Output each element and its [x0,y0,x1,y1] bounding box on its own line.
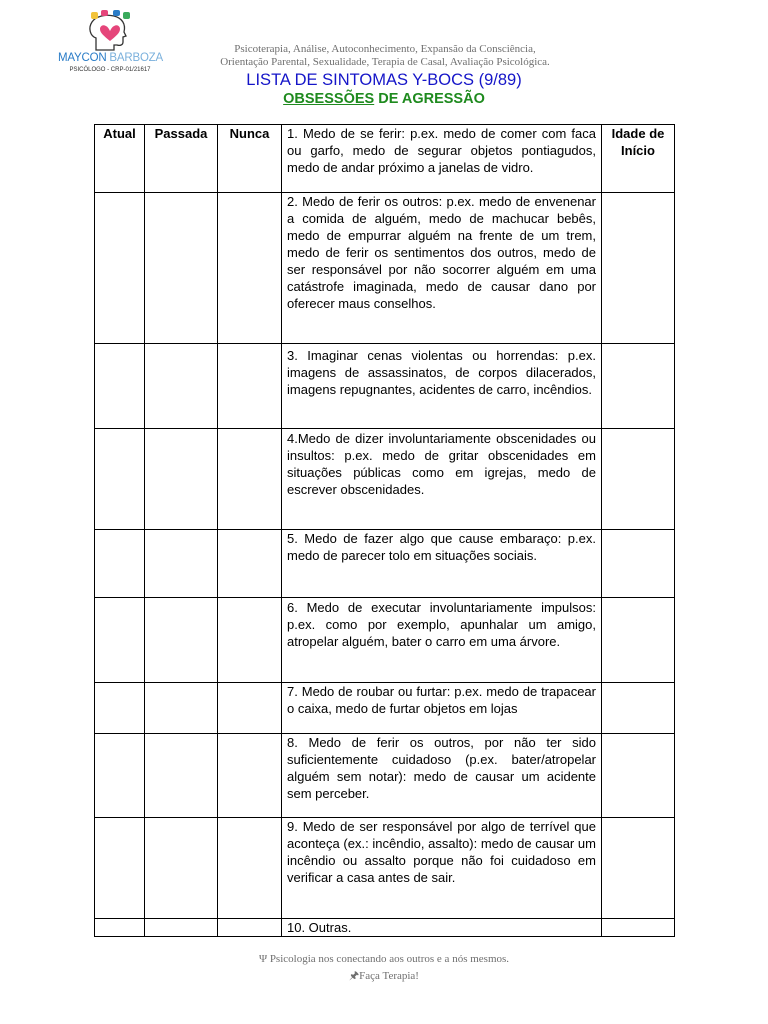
document-subtitle [0,91,768,107]
symptom-description: 6. Medo de executar involuntariamente impulsos: p.ex. como por exemplo, apunhalar um amigo, atropelar alguém, bater o carro em uma árvore. [282,598,602,683]
idade-cell[interactable] [602,344,675,429]
symptom-description: 4.Medo de dizer involuntariamente obscenidades ou insultos: p.ex. medo de gritar obscenidades em situações públicas como em igrejas, medo de escrever obscenidades. [282,429,602,530]
idade-cell[interactable] [602,530,675,598]
table-row [95,598,675,683]
column-header-nunca: Nunca [218,125,282,193]
logo-name-first: MAYCON [58,52,107,64]
atual-cell[interactable] [95,734,145,818]
atual-cell[interactable] [95,530,145,598]
passada-cell[interactable] [145,734,218,818]
column-header-idade: Idade de Início [602,125,675,193]
atual-cell[interactable] [95,919,145,937]
document-title: LISTA DE SINTOMAS Y-BOCS (9/89) [246,71,522,89]
symptom-description: 1. Medo de se ferir: p.ex. medo de comer com faca ou garfo, medo de segurar objetos pontiagudos, medo de andar próximo a janelas de vidro. [282,125,602,193]
column-header-passada: Passada [145,125,218,193]
passada-cell[interactable] [145,344,218,429]
logo-name-last: BARBOZA [109,52,163,64]
idade-cell[interactable] [602,598,675,683]
passada-cell[interactable] [145,598,218,683]
subtitle-rest: DE AGRESSÃO [374,91,485,107]
idade-cell[interactable] [602,818,675,919]
symptom-description: 5. Medo de fazer algo que cause embaraço: p.ex. medo de parecer tolo em situações sociais. [282,530,602,598]
table-row [95,530,675,598]
nunca-cell[interactable] [218,734,282,818]
logo-name [58,52,162,64]
table-row [95,344,675,429]
header-tagline-line1: Psicoterapia, Análise, Autoconhecimento, Expansão da Consciência, [234,43,536,55]
table-row [95,429,675,530]
subtitle-underlined: OBSESSÕES [283,91,375,107]
idade-cell[interactable] [602,919,675,937]
logo-subtitle: PSICÓLOGO - CRP-01/21617 [69,67,151,73]
table-row [95,683,675,734]
atual-cell[interactable] [95,344,145,429]
table-row [95,734,675,818]
footer-line1: Ψ Psicologia nos conectando aos outros e a nós mesmos. [258,953,510,965]
nunca-cell[interactable] [218,818,282,919]
idade-cell[interactable] [602,193,675,344]
idade-cell[interactable] [602,734,675,818]
passada-cell[interactable] [145,818,218,919]
head-hearts-icon [82,10,138,54]
atual-cell[interactable] [95,598,145,683]
footer-line2: 🖈Faça Terapia! [349,970,419,982]
table-row [95,919,675,937]
passada-cell[interactable] [145,193,218,344]
table-row [95,193,675,344]
passada-cell[interactable] [145,919,218,937]
logo [58,10,162,80]
atual-cell[interactable] [95,429,145,530]
symptom-description: 8. Medo de ferir os outros, por não ter sido suficientemente cuidadoso (p.ex. bater/atropelar alguém sem notar): medo de causar um acidente sem perceber. [282,734,602,818]
symptom-description: 10. Outras. [282,919,602,937]
header-tagline-line2: Orientação Parental, Sexualidade, Terapia de Casal, Avaliação Psicológica. [220,56,550,68]
passada-cell[interactable] [145,429,218,530]
nunca-cell[interactable] [218,598,282,683]
nunca-cell[interactable] [218,429,282,530]
nunca-cell[interactable] [218,530,282,598]
column-header-atual: Atual [95,125,145,193]
idade-cell[interactable] [602,683,675,734]
atual-cell[interactable] [95,193,145,344]
symptom-description: 2. Medo de ferir os outros: p.ex. medo de envenenar a comida de alguém, medo de machucar bebês, medo de empurrar alguém na frente de um trem, medo de ferir os sentimentos dos outros, medo de ser responsável por não socorrer alguém em uma catástrofe imaginada, medo de causar dano por oferecer maus conselhos. [282,193,602,344]
symptom-description: 3. Imaginar cenas violentas ou horrendas: p.ex. imagens de assassinatos, de corpos dilacerados, imagens repugnantes, acidentes de carro, incêndios. [282,344,602,429]
idade-cell[interactable] [602,429,675,530]
passada-cell[interactable] [145,530,218,598]
symptom-description: 7. Medo de roubar ou furtar: p.ex. medo de trapacear o caixa, medo de furtar objetos em lojas [282,683,602,734]
atual-cell[interactable] [95,818,145,919]
passada-cell[interactable] [145,683,218,734]
nunca-cell[interactable] [218,919,282,937]
symptom-table [94,124,675,937]
table-row [95,818,675,919]
table-header-row [95,125,675,193]
nunca-cell[interactable] [218,193,282,344]
nunca-cell[interactable] [218,683,282,734]
atual-cell[interactable] [95,683,145,734]
symptom-description: 9. Medo de ser responsável por algo de terrível que aconteça (ex.: incêndio, assalto): medo de causar um incêndio ou assalto porque não foi cuidadoso em verificar a casa antes de sair. [282,818,602,919]
nunca-cell[interactable] [218,344,282,429]
